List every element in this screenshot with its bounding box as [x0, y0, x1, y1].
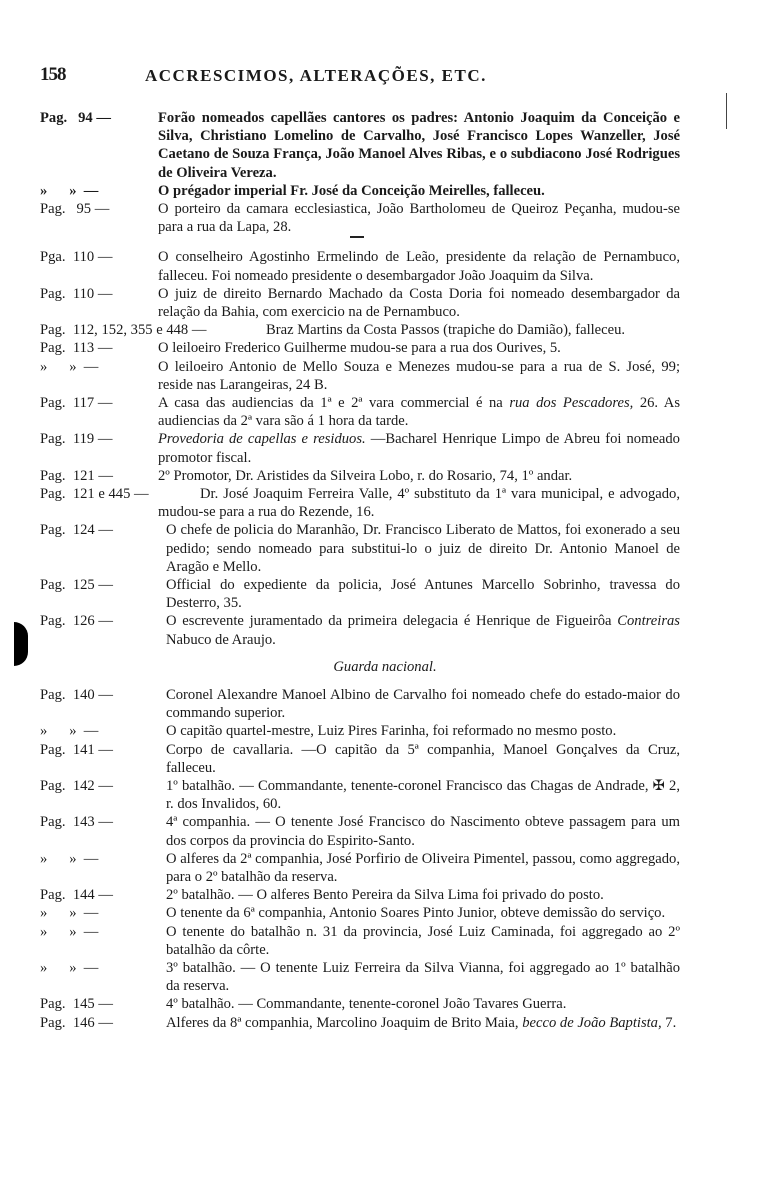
entry — [40, 850, 680, 886]
entry-body-text: O alferes da 2ª companhia, José Porfirio de Oliveira Pimentel, passou, como aggregado, para o 2º batalhão da reserva. — [166, 850, 680, 885]
entry-body-text: Official do expediente da policia, José Antunes Marcello Sobrinho, travessa do Desterro, 35. — [166, 577, 680, 612]
entry-body-text: Dr. José Joaquim Ferreira Valle, 4º substituto da 1ª vara municipal, e advogado, mudou-se para a rua do Rezende, 16. — [158, 486, 680, 521]
entry-body-text: O escrevente juramentado da primeira delegacia é Henrique de Figueirôa — [166, 613, 612, 630]
entry — [40, 576, 680, 612]
entry — [40, 995, 680, 1013]
entry-reference: Pag. 112, 152, 355 e 448 — — [40, 322, 207, 339]
italic-text: Contreiras — [617, 613, 680, 630]
page-number: 158 — [40, 64, 66, 85]
entry-reference: Pag. 113 — — [40, 340, 113, 357]
entry-reference: Pag. 125 — — [40, 577, 113, 594]
entry-text — [40, 248, 680, 284]
entry-text — [40, 741, 680, 777]
entry-text — [40, 850, 680, 886]
entry-text: A casa das audiencias da 1ª e 2ª vara commercial é na rua dos Pescadores, 26. As audiencias da 2ª vara são á 1 hora da tarde. — [158, 395, 680, 430]
entry-reference: Pag. 121 e 445 — — [40, 486, 149, 503]
entry-body-text: 4ª companhia. — O tenente José Francisco do Nascimento obteve passagem para um dos corpos da provincia do Espirito-Santo. — [166, 814, 680, 849]
entry-body-text: Braz Martins da Costa Passos (trapiche do Damião), falleceu. — [266, 322, 626, 339]
entry-reference: » » — — [40, 182, 99, 199]
italic-text: becco de João Baptista, — [522, 1014, 662, 1031]
entry-text: Provedoria de capellas e residuos. —Bacharel Henrique Limpo de Abreu foi nomeado promotor fiscal. — [158, 431, 680, 466]
entry-text — [40, 576, 680, 612]
entry-text — [40, 339, 680, 357]
entry-reference: Pag. 142 — — [40, 777, 113, 794]
entry — [40, 109, 680, 182]
entry-reference: Pag. 95 — — [40, 201, 110, 218]
entry — [40, 430, 680, 466]
entry-reference: » » — — [40, 358, 99, 375]
entry — [40, 248, 680, 284]
entry — [40, 339, 680, 357]
entry-text: O escrevente juramentado da primeira delegacia é Henrique de Figueirôa Contreiras Nabuco de Araujo. — [166, 613, 680, 648]
entry-body-text: 3º batalhão. — O tenente Luiz Ferreira da Silva Vianna, foi aggregado ao 1º batalhão da reserva. — [166, 959, 680, 995]
entry-text — [40, 285, 680, 321]
italic-text: Provedoria de capellas e residuos. — [158, 431, 366, 448]
entry — [40, 886, 680, 904]
entry-body-text: O leiloeiro Frederico Guilherme mudou-se para a rua dos Ourives, 5. — [158, 340, 561, 357]
entry-reference: » » — — [40, 959, 99, 976]
entry-body-text: O prégador imperial Fr. José da Conceição Meirelles, falleceu. — [158, 182, 545, 199]
entry-body-text: O conselheiro Agostinho Ermelindo de Leão, presidente da relação de Pernambuco, falleceu. Foi nomeado presidente o desembargador João Joaquim da Silva. — [158, 249, 680, 284]
entry-body-text: O tenente da 6ª companhia, Antonio Soares Pinto Junior, obteve demissão do serviço. — [166, 905, 666, 922]
entry-reference: Pag. 94 — — [40, 110, 111, 126]
entry-body-text: 1º batalhão. — Commandante, tenente-coronel Francisco das Chagas de Andrade, ✠ 2, r. dos Invalidos, 60. — [166, 777, 680, 813]
entry-body-text: O juiz de direito Bernardo Machado da Costa Doria foi nomeado desembargador da relação da Bahia, com exercicio na de Pernambuco. — [158, 285, 680, 321]
entry-text — [40, 886, 680, 904]
entry-reference: Pag. 117 — — [40, 395, 113, 412]
entry-body-text: O leiloeiro Antonio de Mello Souza e Menezes mudou-se para a rua de S. José, 99; reside nas Larangeiras, 24 B. — [158, 358, 680, 393]
entry — [40, 741, 680, 777]
entry-reference: Pag. 143 — — [40, 814, 113, 831]
entry — [40, 358, 680, 394]
italic-text: rua dos Pescadores, — [509, 395, 634, 412]
entry-body-text: O chefe de policia do Maranhão, Dr. Francisco Liberato de Mattos, foi exonerado a seu pedido; sendo nomeado para substitui-lo o juiz de direito Dr. Antonio Manoel de Aragão e Mello. — [166, 522, 680, 575]
margin-line — [726, 93, 727, 129]
entry-reference: Pga. 110 — — [40, 249, 113, 266]
entry-reference: » » — — [40, 723, 99, 740]
entry — [40, 394, 680, 430]
entry — [40, 200, 680, 236]
entry-reference: » » — — [40, 923, 99, 940]
entry — [40, 959, 680, 995]
separator-dash — [40, 236, 680, 248]
entry — [40, 612, 680, 648]
entry — [40, 485, 680, 521]
entry-text — [40, 109, 680, 182]
entry-text — [40, 777, 680, 813]
entry — [40, 722, 680, 740]
entry — [40, 521, 680, 576]
entry — [40, 467, 680, 485]
entry-text — [40, 358, 680, 394]
entry-text — [40, 467, 680, 485]
entry-body-text: 2º batalhão. — O alferes Bento Pereira da Silva Lima foi privado do posto. — [166, 887, 604, 904]
section-title: Guarda nacional. — [333, 658, 437, 675]
entry-body-text: O tenente do batalhão n. 31 da provincia, José Luiz Caminada, foi aggregado ao 2º batalhão da côrte. — [166, 923, 680, 958]
entry — [40, 321, 680, 339]
entry-reference: » » — — [40, 905, 99, 922]
entry-text — [40, 521, 680, 576]
page-header — [40, 64, 660, 94]
entry-body-text: O capitão quartel-mestre, Luiz Pires Farinha, foi reformado no mesmo posto. — [166, 723, 617, 740]
entry-body-text: Coronel Alexandre Manoel Albino de Carvalho foi nomeado chefe do estado-maior do commando superior. — [166, 686, 680, 722]
entry-text — [40, 182, 680, 200]
entry — [40, 813, 680, 849]
entry — [40, 777, 680, 813]
entry-reference: Pag. 145 — — [40, 996, 113, 1013]
entry — [40, 686, 680, 722]
running-title: ACCRESCIMOS, ALTERAÇÕES, ETC. — [145, 66, 487, 85]
entry-text: Alferes da 8ª companhia, Marcolino Joaquim de Brito Maia, becco de João Baptista, 7. — [166, 1014, 677, 1031]
entry-body-text: Forão nomeados capellães cantores os padres: Antonio Joaquim da Conceição e Silva, Christiano Lomelino de Carvalho, José Francisco Lopes Wanzeller, José Caetano de Souza França, João Manoel Alves Ribas, e o subdiacono José Rodrigues de Oliveira Vereza. — [158, 110, 680, 181]
entry-body-text: Corpo de cavallaria. —O capitão da 5ª companhia, Manoel Gonçalves da Cruz, falleceu. — [166, 741, 680, 776]
entry — [40, 923, 680, 959]
entry-reference: Pag. 110 — — [40, 285, 113, 302]
entry-reference: » » — — [40, 850, 99, 867]
entry-reference: Pag. 141 — — [40, 741, 113, 758]
entry-body-text: 2º Promotor, Dr. Aristides da Silveira Lobo, r. do Rosario, 74, 1º andar. — [158, 467, 573, 484]
entry-reference: Pag. 144 — — [40, 887, 113, 904]
entry-text — [40, 686, 680, 722]
entry-text — [40, 959, 680, 995]
entry-text — [40, 923, 680, 959]
entry-reference: Pag. 121 — — [40, 467, 113, 484]
entry-text — [40, 904, 680, 922]
entry — [40, 285, 680, 321]
entry-text — [40, 722, 680, 740]
entry — [40, 904, 680, 922]
entry — [40, 182, 680, 200]
entry-reference: Pag. 126 — — [40, 613, 113, 630]
entry-reference: Pag. 119 — — [40, 431, 113, 448]
entry-text — [40, 200, 680, 236]
entry-body-text: Alferes da 8ª companhia, Marcolino Joaquim de Brito Maia, — [166, 1014, 523, 1031]
entry-text — [40, 813, 680, 849]
entry — [40, 1014, 680, 1032]
entries-list — [40, 109, 680, 1032]
page-edge-mark — [14, 622, 28, 666]
entry-body-text: O porteiro da camara ecclesiastica, João Bartholomeu de Queiroz Peçanha, mudou-se para a rua da Lapa, 28. — [158, 201, 680, 236]
entry-body-text: 4º batalhão. — Commandante, tenente-coronel João Tavares Guerra. — [166, 996, 567, 1013]
entry-reference: Pag. 146 — — [40, 1014, 113, 1031]
entry-reference: Pag. 140 — — [40, 686, 113, 703]
entry-reference: Pag. 124 — — [40, 522, 113, 539]
entry-text — [40, 995, 680, 1013]
